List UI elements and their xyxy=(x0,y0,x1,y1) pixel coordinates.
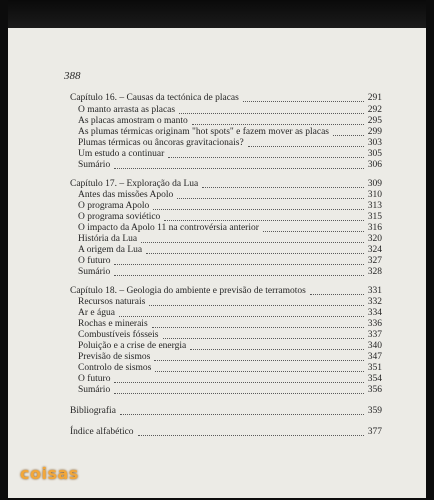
dot-leader xyxy=(202,186,364,188)
toc-entry-page: 316 xyxy=(367,223,382,233)
toc-entry-page: 377 xyxy=(367,427,382,437)
toc-entry-label: As plumas térmicas originam "hot spots" e fazem mover as placas xyxy=(78,127,329,137)
toc-entry-page: 327 xyxy=(367,256,382,266)
toc-entry-page: 303 xyxy=(367,138,382,148)
toc-entry-page: 336 xyxy=(367,319,382,329)
toc-entry-label: Sumário xyxy=(78,267,111,277)
toc-entry-label: O programa Apolo xyxy=(78,201,150,211)
dot-leader xyxy=(114,167,364,169)
toc-entry-label: O impacto da Apolo 11 na controvérsia anterior xyxy=(78,223,259,233)
dot-leader xyxy=(114,263,364,265)
toc-chapter xyxy=(0,405,434,417)
dot-leader xyxy=(263,230,364,232)
toc-entry-label: As placas amostram o manto xyxy=(78,116,188,126)
dot-leader xyxy=(164,219,364,221)
toc-entry-page: 320 xyxy=(367,234,382,244)
toc-entry-label: Capítulo 18. – Geologia do ambiente e previsão de terramotos xyxy=(70,286,306,296)
dot-leader xyxy=(114,392,364,394)
toc-entry xyxy=(0,266,434,278)
toc-chapter xyxy=(0,92,434,104)
watermark-logo: coisas xyxy=(20,464,79,483)
dot-leader xyxy=(190,348,364,350)
toc-chapter xyxy=(0,426,434,438)
toc-entry-page: 332 xyxy=(367,297,382,307)
toc-entry-page: 334 xyxy=(367,308,382,318)
dot-leader xyxy=(138,434,364,436)
dot-leader xyxy=(153,208,364,210)
toc-entry-label: Controlo de sismos xyxy=(78,363,152,373)
toc-entry-page: 299 xyxy=(367,127,382,137)
toc-entry-label: Capítulo 16. – Causas da tectónica de placas xyxy=(70,93,239,103)
toc-entry-label: Capítulo 17. – Exploração da Lua xyxy=(70,179,199,189)
toc-entry-page: 324 xyxy=(367,245,382,255)
dot-leader xyxy=(243,100,364,102)
dot-leader xyxy=(168,156,364,158)
toc-entry-page: 328 xyxy=(367,267,382,277)
toc-entry-page: 309 xyxy=(367,179,382,189)
toc-entry-label: Um estudo a continuar xyxy=(78,149,165,159)
toc-entry-page: 351 xyxy=(367,363,382,373)
toc-entry-page: 315 xyxy=(367,212,382,222)
toc-entry-label: Plumas térmicas ou âncoras gravitacionais? xyxy=(78,138,244,148)
dot-leader xyxy=(141,241,364,243)
dot-leader xyxy=(120,413,364,415)
toc-entry-label: Previsão de sismos xyxy=(78,352,151,362)
toc-entry-label: O futuro xyxy=(78,256,111,266)
dot-leader xyxy=(177,197,364,199)
dot-leader xyxy=(152,326,364,328)
toc-entry-page: 356 xyxy=(367,385,382,395)
toc-entry-label: Antes das missões Apolo xyxy=(78,190,174,200)
toc-entry-label: Sumário xyxy=(78,160,111,170)
dot-leader xyxy=(155,370,364,372)
dot-leader xyxy=(119,315,364,317)
toc-entry-page: 337 xyxy=(367,330,382,340)
toc-entry-page: 359 xyxy=(367,406,382,416)
toc-entry-page: 313 xyxy=(367,201,382,211)
toc-entry-label: Índice alfabético xyxy=(70,427,134,437)
dot-leader xyxy=(149,304,364,306)
toc-entry-label: História da Lua xyxy=(78,234,138,244)
dot-leader xyxy=(114,274,364,276)
toc-entry-label: Sumário xyxy=(78,385,111,395)
toc-entry-label: Bibliografia xyxy=(70,406,116,416)
dot-leader xyxy=(333,134,364,136)
toc-entry-page: 305 xyxy=(367,149,382,159)
dot-leader xyxy=(192,123,364,125)
toc-entry-label: Combustíveis fósseis xyxy=(78,330,159,340)
toc-entry-page: 306 xyxy=(367,160,382,170)
toc-entry-page: 291 xyxy=(367,93,382,103)
dot-leader xyxy=(179,112,364,114)
toc-entry-label: A origem da Lua xyxy=(78,245,143,255)
toc-entry-label: Rochas e minerais xyxy=(78,319,148,329)
toc-entry-page: 354 xyxy=(367,374,382,384)
dot-leader xyxy=(310,293,364,295)
toc-entry-page: 295 xyxy=(367,116,382,126)
toc-entry-label: O futuro xyxy=(78,374,111,384)
toc-entry-page: 310 xyxy=(367,190,382,200)
toc-entry-page: 292 xyxy=(367,105,382,115)
toc-entry xyxy=(0,159,434,171)
toc-entry-label: Poluição e a crise de energia xyxy=(78,341,187,351)
dot-leader xyxy=(163,337,364,339)
toc-entry-page: 340 xyxy=(367,341,382,351)
page-number: 388 xyxy=(64,70,81,82)
toc-entry xyxy=(0,384,434,396)
toc-entry-label: O programa soviético xyxy=(78,212,161,222)
dot-leader xyxy=(146,252,364,254)
dot-leader xyxy=(114,381,364,383)
toc-entry-page: 347 xyxy=(367,352,382,362)
dot-leader xyxy=(154,359,364,361)
toc-entry-label: Recursos naturais xyxy=(78,297,146,307)
toc-entry-page: 331 xyxy=(367,286,382,296)
toc-entry-label: O manto arrasta as placas xyxy=(78,105,176,115)
dot-leader xyxy=(248,145,364,147)
toc-entry-label: Ar e água xyxy=(78,308,115,318)
